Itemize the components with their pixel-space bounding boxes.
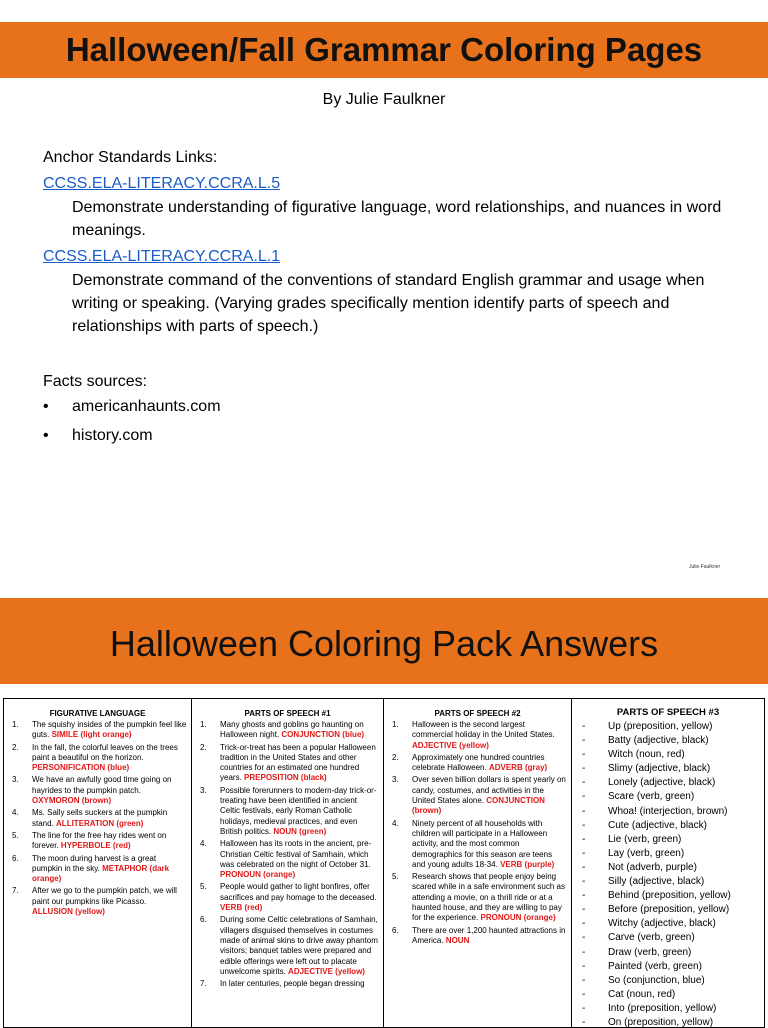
- column-heading: PARTS OF SPEECH #3: [616, 707, 720, 718]
- item-text: Witch (noun, red): [608, 749, 685, 761]
- standard-description-l1: Demonstrate command of the conventions of standard English grammar and usage when writing or speaking. (Varying grades specifically mention identify parts of speech and relationships with parts of speech.): [72, 272, 705, 335]
- answer-item: [572, 988, 760, 1002]
- item-text: Into (preposition, yellow): [608, 1002, 717, 1014]
- facts-source-text: history.com: [72, 427, 153, 444]
- item-text: In later centuries, people began dressing: [220, 979, 365, 989]
- item-number: -: [582, 946, 586, 958]
- item-text: Slimy (adjective, black): [608, 763, 711, 775]
- page-title: Halloween/Fall Grammar Coloring Pages: [65, 31, 703, 68]
- answer-tag: ADJECTIVE (yellow): [412, 740, 489, 750]
- item-number: -: [582, 974, 586, 986]
- answer-item: [572, 776, 760, 790]
- item-number: 5.: [12, 830, 19, 840]
- answer-item: [384, 720, 567, 751]
- answer-item: [572, 1016, 760, 1028]
- standard-link-l1[interactable]: CCSS.ELA-LITERACY.CCRA.L.1: [43, 248, 281, 265]
- answer-column-pos2: [383, 698, 572, 1028]
- item-number: 1.: [200, 720, 207, 729]
- answer-item: [192, 743, 379, 784]
- column-heading: PARTS OF SPEECH #2: [434, 709, 521, 718]
- author-watermark: Julie Faulkner: [689, 564, 721, 570]
- answer-item: [572, 960, 760, 974]
- item-text: Over seven billion dollars is spent yearly on candy, costumes, and activities in the United States alone.: [412, 775, 566, 806]
- standards-heading: Anchor Standards Links:: [43, 149, 218, 166]
- item-text: We have an awfully good time going on hayrides to the pumpkin patch.: [32, 775, 172, 795]
- item-text: Before (preposition, yellow): [608, 904, 730, 916]
- item-text: Many ghosts and goblins go haunting on Halloween night.: [220, 720, 364, 740]
- answer-item: [384, 775, 567, 816]
- item-number: -: [582, 721, 586, 732]
- item-text: Scare (verb, green): [608, 791, 695, 803]
- item-text: Approximately one hundred countries celebrate Halloween.: [412, 752, 545, 773]
- item-text: Research shows that people enjoy being scared while in a safe environment such as attending a movie, on a thrill ride or at a haunted house, and they are willing to pay for the experience.: [412, 872, 565, 923]
- answer-tag: HYPERBOLE (red): [60, 841, 131, 851]
- answer-tag: PRONOUN (orange): [220, 870, 296, 880]
- answer-item: [4, 775, 187, 806]
- answer-item: [572, 974, 760, 988]
- item-text: Ms. Sally sells suckers at the pumpkin stand.: [32, 808, 168, 828]
- item-text: Lay (verb, green): [608, 847, 685, 859]
- answer-item: [572, 917, 760, 931]
- item-number: -: [582, 918, 586, 930]
- answer-item: [572, 1002, 760, 1016]
- standard-description-l5: Demonstrate understanding of figurative language, word relationships, and nuances in word meanings.: [72, 199, 722, 239]
- answer-tag: ADJECTIVE (yellow): [288, 966, 365, 976]
- item-number: -: [582, 932, 586, 944]
- answer-item: [572, 833, 760, 847]
- answer-tag: ALLITERATION (green): [56, 818, 144, 828]
- answer-item: [4, 720, 187, 741]
- answer-list: [4, 720, 191, 917]
- answer-tag: OXYMORON (brown): [32, 796, 112, 806]
- item-number: 6.: [392, 925, 399, 935]
- item-text: The moon during harvest is a great pumpkin in the sky.: [32, 853, 157, 873]
- answer-item: [384, 926, 567, 947]
- facts-source-text: americanhaunts.com: [72, 398, 221, 415]
- item-text: Lie (verb, green): [608, 833, 682, 845]
- answer-list: [192, 720, 383, 989]
- item-text: Not (adverb, purple): [608, 861, 697, 873]
- item-text: Trick-or-treat has been a popular Halloween tradition in the United States and other countries for an estimated one hundred years.: [220, 742, 376, 783]
- item-number: 7.: [200, 979, 207, 989]
- answers-columns: [3, 698, 765, 1028]
- bullet-marker: •: [43, 398, 49, 415]
- item-text: Witchy (adjective, black): [608, 918, 716, 930]
- answer-item: [572, 790, 760, 804]
- item-text: There are over 1,200 haunted attractions in America.: [412, 925, 566, 945]
- item-number: -: [582, 960, 586, 972]
- item-text: Behind (preposition, yellow): [608, 890, 731, 902]
- answer-item: [384, 819, 567, 870]
- item-number: -: [582, 876, 586, 888]
- item-number: -: [582, 791, 586, 803]
- item-number: -: [582, 819, 586, 831]
- answer-column-figurative: [3, 698, 192, 1028]
- answer-item: [384, 872, 567, 923]
- answer-item: [4, 886, 187, 917]
- answer-item: [572, 903, 760, 917]
- item-number: -: [582, 749, 586, 761]
- answer-tag: NOUN: [445, 935, 470, 945]
- answer-list: [384, 720, 571, 946]
- answer-item: [572, 748, 760, 762]
- column-heading: PARTS OF SPEECH #1: [244, 709, 331, 718]
- byline: By Julie Faulkner: [322, 91, 446, 108]
- item-number: -: [582, 988, 586, 1000]
- answer-item: [572, 805, 760, 819]
- item-number: 2.: [12, 742, 19, 752]
- item-text: So (conjunction, blue): [608, 974, 705, 986]
- item-number: 5.: [392, 872, 399, 882]
- answer-item: [192, 720, 379, 741]
- answer-item: [192, 839, 379, 880]
- answers-title: Halloween Coloring Pack Answers: [109, 623, 659, 664]
- item-text: Halloween is the second largest commercial holiday in the United States.: [412, 720, 555, 740]
- item-number: -: [582, 735, 586, 747]
- answer-item: [572, 720, 760, 734]
- item-text: Batty (adjective, black): [608, 735, 709, 747]
- answer-item: [572, 875, 760, 889]
- item-text: Carve (verb, green): [608, 932, 695, 944]
- answer-tag: PRONOUN (orange): [480, 913, 556, 923]
- facts-heading: Facts sources:: [43, 373, 148, 390]
- answer-item: [572, 847, 760, 861]
- answer-column-pos1: [191, 698, 384, 1028]
- item-number: -: [582, 763, 586, 775]
- item-text: Up (preposition, yellow): [608, 721, 713, 732]
- answer-item: [572, 931, 760, 945]
- item-number: 4.: [392, 818, 399, 828]
- answer-list: [572, 720, 764, 1028]
- item-text: Ninety percent of all households with children will participate in a Halloween activity, and the most common demographics for this season are teens and young adults 18-34.: [412, 818, 553, 869]
- item-number: -: [582, 805, 586, 817]
- item-number: 6.: [12, 853, 19, 863]
- item-text: In the fall, the colorful leaves on the trees paint a beautiful on the horizon.: [32, 742, 178, 762]
- answer-tag: CONJUNCTION (brown): [412, 796, 545, 816]
- item-number: 7.: [12, 886, 19, 896]
- item-text: Cat (noun, red): [608, 988, 676, 1000]
- answer-item: [572, 946, 760, 960]
- answer-item: [572, 819, 760, 833]
- item-number: -: [582, 861, 586, 873]
- item-number: 2.: [392, 752, 399, 762]
- item-number: -: [582, 1002, 586, 1014]
- item-text: On (preposition, yellow): [608, 1016, 714, 1028]
- item-number: 2.: [200, 742, 207, 752]
- answer-item: [192, 979, 379, 989]
- answer-item: [4, 831, 187, 852]
- item-text: After we go to the pumpkin patch, we will paint our pumpkins like Picasso.: [32, 886, 177, 906]
- answer-column-pos3: [571, 698, 765, 1028]
- item-number: -: [582, 890, 586, 902]
- item-number: -: [582, 847, 586, 859]
- answer-item: [192, 882, 379, 913]
- item-text: Silly (adjective, black): [608, 876, 705, 888]
- answer-tag: SIMILE (light orange): [51, 730, 132, 740]
- bullet-marker: •: [43, 427, 49, 444]
- item-number: 3.: [12, 775, 19, 785]
- answer-tag: METAPHOR (dark orange): [32, 863, 170, 884]
- item-number: -: [582, 777, 586, 789]
- answer-item: [4, 854, 187, 885]
- answer-item: [192, 786, 379, 837]
- answer-tag: PERSONIFICATION (blue): [32, 763, 130, 773]
- item-number: 3.: [200, 785, 207, 795]
- item-number: 5.: [200, 882, 207, 892]
- answer-tag: PREPOSITION (black): [244, 773, 327, 783]
- answer-tag: VERB (red): [220, 903, 263, 913]
- answer-tag: ADVERB (gray): [488, 763, 548, 773]
- standard-link-l5[interactable]: CCSS.ELA-LITERACY.CCRA.L.5: [43, 175, 281, 192]
- answer-item: [572, 889, 760, 903]
- answer-item: [4, 808, 187, 829]
- item-number: -: [582, 833, 586, 845]
- answer-item: [384, 753, 567, 774]
- item-text: Cute (adjective, black): [608, 819, 707, 831]
- item-text: The squishy insides of the pumpkin feel like guts.: [32, 720, 187, 740]
- item-number: -: [582, 1016, 586, 1028]
- item-text: The line for the free hay rides went on forever.: [32, 830, 167, 851]
- item-number: 1.: [12, 720, 19, 729]
- column-heading: FIGURATIVE LANGUAGE: [49, 709, 146, 718]
- item-text: Possible forerunners to modern-day trick-or-treating have been identified in ancient Celtic festivals, early Roman Catholic holidays, medieval practices, and even British politics.: [220, 785, 377, 836]
- answer-tag: VERB (purple): [500, 859, 555, 869]
- answer-tag: ALLUSION (yellow): [32, 907, 105, 917]
- answer-item: [4, 743, 187, 774]
- item-text: During some Celtic celebrations of Samhain, villagers disguised themselves in costumes made of animal skins to drive away phantom visitors; banquet tables were prepared and edible offerings were left out to placate unwelcome spirits.: [220, 915, 378, 976]
- item-text: Whoa! (interjection, brown): [608, 805, 728, 817]
- answer-tag: CONJUNCTION (blue): [281, 730, 365, 740]
- answer-item: [572, 861, 760, 875]
- item-text: Halloween has its roots in the ancient, pre-Christian Celtic festival of Samhain, which was celebrated on the night of October 31.: [220, 839, 372, 869]
- item-number: -: [582, 904, 586, 916]
- item-text: Painted (verb, green): [608, 960, 702, 972]
- item-text: Draw (verb, green): [608, 946, 692, 958]
- item-number: 6.: [200, 915, 207, 925]
- facts-source-item: [43, 398, 221, 416]
- answer-tag: NOUN (green): [273, 826, 327, 836]
- item-number: 1.: [392, 720, 399, 729]
- item-number: 4.: [200, 839, 207, 849]
- item-text: People would gather to light bonfires, offer sacrifices and pay homage to the deceased.: [220, 882, 377, 902]
- item-number: 4.: [12, 808, 19, 818]
- item-number: 3.: [392, 775, 399, 785]
- answer-item: [192, 915, 379, 977]
- answer-item: [572, 762, 760, 776]
- facts-source-item: [43, 427, 153, 445]
- item-text: Lonely (adjective, black): [608, 777, 716, 789]
- answer-item: [572, 734, 760, 748]
